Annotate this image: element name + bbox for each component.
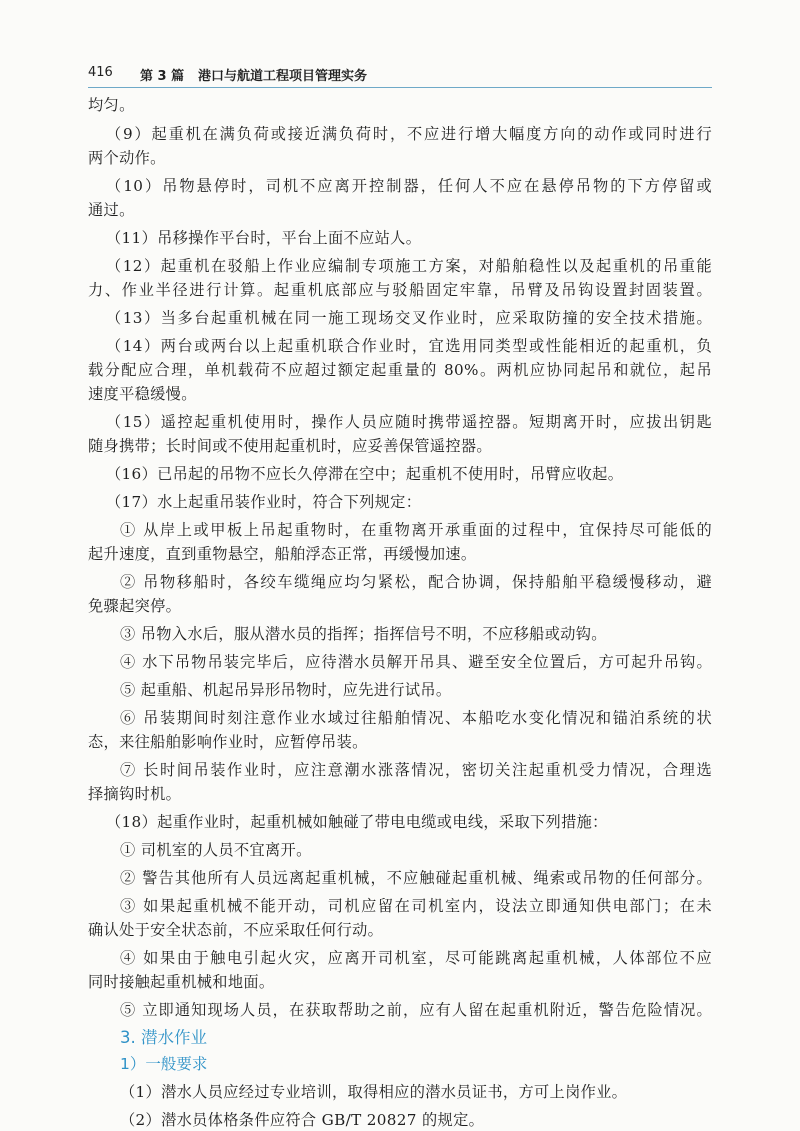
paragraph-line: 均匀。	[88, 96, 135, 114]
paragraph-line: ⑤ 起重船、机起吊异形吊物时，应先进行试吊。	[120, 681, 452, 699]
paragraph-line: （9）起重机在满负荷或接近满负荷时，不应进行增大幅度方向的动作或同时进行	[106, 125, 712, 143]
part-label: 第 3 篇	[140, 69, 185, 84]
paragraph-line: 免骤起突停。	[88, 597, 182, 615]
paragraph-line: （12）起重机在驳船上作业应编制专项施工方案，对船舶稳性以及起重机的吊重能	[106, 257, 712, 275]
paragraph-line: ⑤ 立即通知现场人员，在获取帮助之前，应有人留在起重机附近，警告危险情况。	[120, 1001, 712, 1019]
paragraph-line: 力、作业半径进行计算。起重机底部应与驳船固定牢靠，吊臂及吊钩设置封固装置。	[88, 281, 712, 299]
paragraph-line: ③ 如果起重机械不能开动，司机应留在司机室内，设法立即通知供电部门；在未	[120, 897, 712, 915]
paragraph-line: 载分配应合理，单机载荷不应超过额定起重量的 80%。两机应协同起吊和就位，起吊	[88, 361, 712, 379]
paragraph-line: （11）吊移操作平台时，平台上面不应站人。	[106, 229, 422, 247]
paragraph-line: 起升速度，直到重物悬空，船舶浮态正常，再缓慢加速。	[88, 545, 477, 563]
paragraph-line: 择摘钩时机。	[88, 785, 182, 803]
paragraph-line: ④ 水下吊物吊装完毕后，应待潜水员解开吊具、避至安全位置后，方可起升吊钩。	[120, 653, 712, 671]
paragraph-line: ⑦ 长时间吊装作业时，应注意潮水涨落情况，密切关注起重机受力情况，合理选	[120, 761, 712, 779]
paragraph-line: ④ 如果由于触电引起火灾，应离开司机室，尽可能跳离起重机械，人体部位不应	[120, 949, 712, 967]
paragraph-line: （10）吊物悬停时，司机不应离开控制器，任何人不应在悬停吊物的下方停留或	[106, 177, 712, 195]
paragraph-line: （17）水上起重吊装作业时，符合下列规定：	[106, 493, 422, 511]
paragraph-line: （13）当多台起重机械在同一施工现场交叉作业时，应采取防撞的安全技术措施。	[106, 309, 712, 327]
paragraph-line: 速度平稳缓慢。	[88, 385, 197, 403]
paragraph-line: ⑥ 吊装期间时刻注意作业水域过往船舶情况、本船吃水变化情况和锚泊系统的状	[120, 709, 712, 727]
paragraph-line: ② 警告其他所有人员远离起重机械，不应触碰起重机械、绳索或吊物的任何部分。	[120, 869, 712, 887]
paragraph-line: 态，来往船舶影响作业时，应暂停吊装。	[88, 733, 368, 751]
paragraph-line: 通过。	[88, 201, 135, 219]
paragraph-line: （16）已吊起的吊物不应长久停滞在空中；起重机不使用时，吊臂应收起。	[106, 465, 624, 483]
header-rule	[88, 87, 712, 88]
paragraph-line: （2）潜水员体格条件应符合 GB/T 20827 的规定。	[120, 1111, 485, 1129]
section-heading: 3. 潜水作业	[120, 1028, 207, 1047]
paragraph-line: ① 司机室的人员不宜离开。	[120, 841, 312, 859]
paragraph-line: （15）遥控起重机使用时，操作人员应随时携带遥控器。短期离开时，应拔出钥匙	[106, 413, 712, 431]
paragraph-line: （14）两台或两台以上起重机联合作业时，宜选用同类型或性能相近的起重机，负	[106, 337, 712, 355]
paragraph-line: 随身携带；长时间或不使用起重机时，应妥善保管遥控器。	[88, 437, 492, 455]
paragraph-line: ② 吊物移船时，各绞车缆绳应均匀紧松，配合协调，保持船舶平稳缓慢移动，避	[120, 573, 712, 591]
running-header	[88, 62, 712, 86]
subsection-heading: 1）一般要求	[120, 1055, 208, 1073]
paragraph-line: （1）潜水人员应经过专业培训，取得相应的潜水员证书，方可上岗作业。	[120, 1083, 628, 1101]
paragraph-line: （18）起重作业时，起重机械如触碰了带电电缆或电线，采取下列措施：	[106, 813, 608, 831]
paragraph-line: 确认处于安全状态前，不应采取任何行动。	[88, 921, 384, 939]
page-number: 416	[88, 65, 113, 80]
paragraph-line: ③ 吊物入水后，服从潜水员的指挥；指挥信号不明，不应移船或动钩。	[120, 625, 607, 643]
paragraph-line: 两个动作。	[88, 149, 166, 167]
part-title: 港口与航道工程项目管理实务	[198, 69, 368, 84]
paragraph-line: 同时接触起重机械和地面。	[88, 973, 275, 991]
paragraph-line: ① 从岸上或甲板上吊起重物时，在重物离开承重面的过程中，宜保持尽可能低的	[120, 521, 712, 539]
